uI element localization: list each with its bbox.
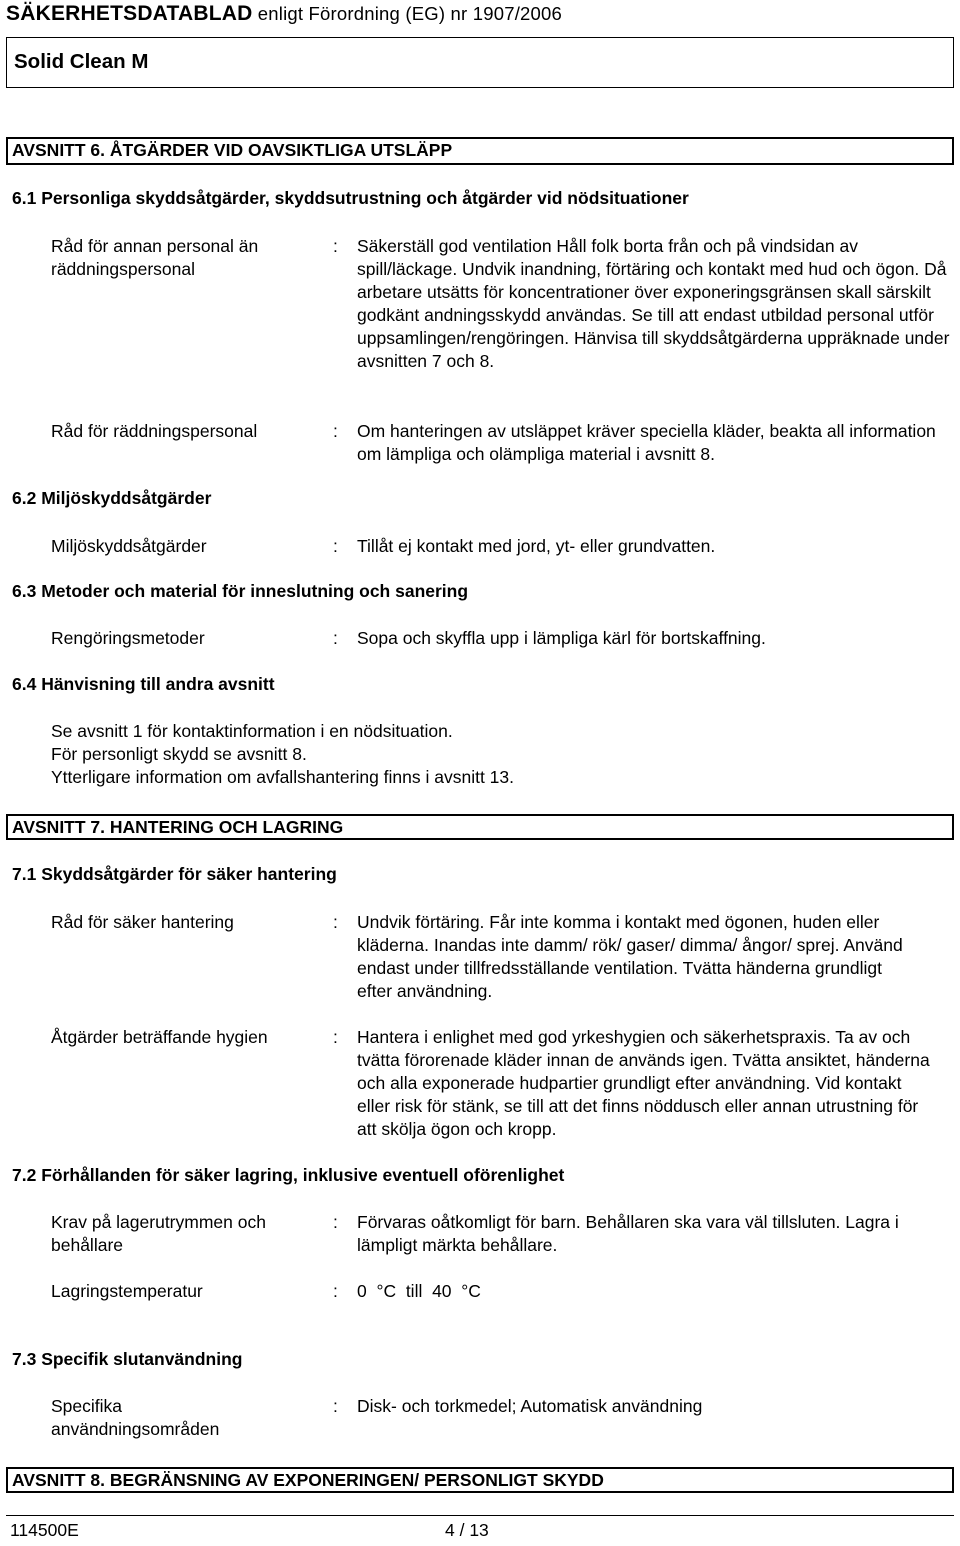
footer-divider [6,1515,954,1516]
field-value-specific-uses: Disk- och torkmedel; Automatisk användning [357,1396,703,1416]
field-value-storage-requirements: Förvaras oåtkomligt för barn. Behållaren ska vara väl tillsluten. Lagra i lämpligt märkta behållare. [357,1212,899,1255]
subsection-6-2-heading: 6.2 Miljöskyddsåtgärder [12,488,212,508]
colon: : [333,1281,338,1301]
reference-line: Ytterligare information om avfallshantering finns i avsnitt 13. [51,767,515,787]
reference-line: För personligt skydd se avsnitt 8. [51,744,307,764]
field-value-environment: Tillåt ej kontakt med jord, yt- eller grundvatten. [357,536,716,556]
field-label-specific-uses: Specifika användningsområden [51,1396,220,1439]
section-7-heading: AVSNITT 7. HANTERING OCH LAGRING [6,814,954,840]
footer-page-number: 4 / 13 [445,1520,489,1540]
colon: : [333,1027,338,1047]
subsection-7-2-heading: 7.2 Förhållanden för säker lagring, inklusive eventuell oförenlighet [12,1165,565,1185]
field-label-hygiene: Åtgärder beträffande hygien [51,1027,268,1047]
footer-document-code: 114500E [10,1520,79,1540]
reference-line: Se avsnitt 1 för kontaktinformation i en nödsituation. [51,721,453,741]
document-title-main: SÄKERHETSDATABLAD [6,2,253,25]
field-label-environment: Miljöskyddsåtgärder [51,536,207,556]
document-title [6,2,562,26]
field-label-other-personnel: Råd för annan personal än räddningspersonal [51,236,259,279]
field-value-other-personnel: Säkerställ god ventilation Håll folk borta från och på vindsidan av spill/läckage. Undvik inandning, förtäring och kontakt med hud och ögon. Då arbetare utsätts för koncentrationer över exponeringsgränsen skall särskilt godkänt andningsskydd användas. Se till att endast utbildad personal utför uppsamlingen/rengöringen. Hänvisa till skyddsåtgärderna uppräknade under avsnitten 7 och 8. [357,236,950,371]
field-value-rescue-personnel: Om hanteringen av utsläppet kräver speciella kläder, beakta all information om lämpliga och olämpliga material i avsnitt 8. [357,421,936,464]
colon: : [333,1396,338,1416]
field-value-safe-handling: Undvik förtäring. Får inte komma i kontakt med ögonen, huden eller kläderna. Inandas inte damm/ rök/ gaser/ dimma/ ångor/ sprej. Använd endast under tillfredsställande ventilation. Tvätta händerna grundligt efter användning. [357,912,903,1001]
subsection-6-4-heading: 6.4 Hänvisning till andra avsnitt [12,674,275,694]
field-label-cleaning-methods: Rengöringsmetoder [51,628,205,648]
field-value-hygiene: Hantera i enlighet med god yrkeshygien och säkerhetspraxis. Ta av och tvätta förorenade kläder innan de används igen. Tvätta ansiktet, händerna och alla exponerade hudpartier grundligt efter användning. Vid kontakt eller risk för stänk, se till att det finns nöddusch eller annan utrustning för att skölja ögon och kropp. [357,1027,930,1139]
field-label-storage-temperature: Lagringstemperatur [51,1281,203,1301]
field-value-storage-temperature: 0 °C till 40 °C [357,1281,481,1301]
field-label-safe-handling: Råd för säker hantering [51,912,234,932]
subsection-7-1-heading: 7.1 Skyddsåtgärder för säker hantering [12,864,337,884]
subsection-6-3-heading: 6.3 Metoder och material för inneslutning och sanering [12,581,469,601]
product-name: Solid Clean M [14,50,149,73]
field-label-storage-requirements: Krav på lagerutrymmen och behållare [51,1212,266,1255]
colon: : [333,912,338,932]
colon: : [333,536,338,556]
field-value-cleaning-methods: Sopa och skyffla upp i lämpliga kärl för bortskaffning. [357,628,766,648]
colon: : [333,236,338,256]
section-6-heading: AVSNITT 6. ÅTGÄRDER VID OAVSIKTLIGA UTSLÄPP [6,137,954,165]
colon: : [333,1212,338,1232]
document-title-regulation: enligt Förordning (EG) nr 1907/2006 [252,3,562,24]
subsection-6-1-heading: 6.1 Personliga skyddsåtgärder, skyddsutrustning och åtgärder vid nödsituationer [12,188,689,208]
colon: : [333,421,338,441]
subsection-7-3-heading: 7.3 Specifik slutanvändning [12,1349,243,1369]
section-8-heading: AVSNITT 8. BEGRÄNSNING AV EXPONERINGEN/ PERSONLIGT SKYDD [6,1467,954,1493]
field-label-rescue-personnel: Råd för räddningspersonal [51,421,258,441]
colon: : [333,628,338,648]
